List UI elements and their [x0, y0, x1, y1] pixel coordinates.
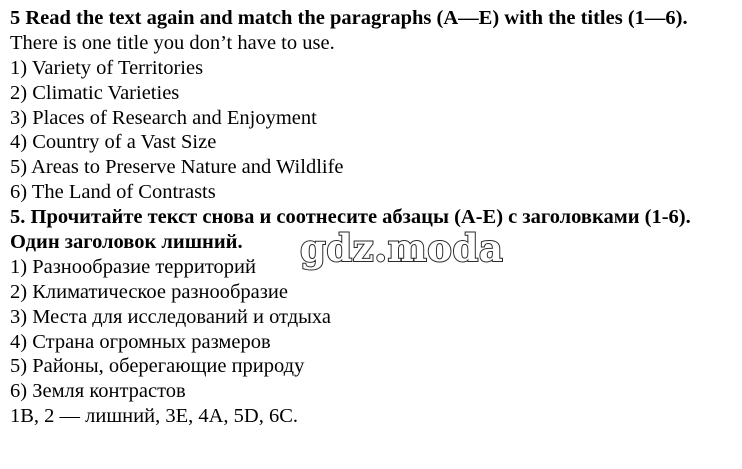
title-item-en: 5) Areas to Preserve Nature and Wildlife: [10, 156, 344, 179]
title-item-en: 2) Climatic Varieties: [10, 81, 180, 104]
title-item-ru: 6) Земля контрастов: [10, 380, 186, 403]
title-item-en: 1) Variety of Territories: [10, 56, 204, 79]
watermark: gdz.moda: [300, 226, 504, 270]
title-item-en: 6) The Land of Contrasts: [10, 181, 216, 204]
title-item-ru: 3) Места для исследований и отдыха: [10, 305, 332, 328]
document-page: [10, 6, 738, 429]
title-item-ru: 1) Разнообразие территорий: [10, 255, 256, 278]
answer-line: 1B, 2 — лишний, 3E, 4A, 5D, 6C.: [10, 405, 299, 428]
title-item-en: 4) Country of a Vast Size: [10, 131, 217, 154]
title-item-ru: 5) Районы, оберегающие природу: [10, 355, 305, 378]
title-item-en: 3) Places of Research and Enjoyment: [10, 106, 317, 129]
task-heading-en: 5 Read the text again and match the paragraphs (A—E) with the titles (1—6).: [10, 7, 688, 29]
title-item-ru: 2) Климатическое разнообразие: [10, 280, 288, 303]
task-instruction-en: There is one title you don’t have to use.: [10, 31, 335, 54]
task-heading-ru: 5. Прочитайте текст снова и соотнесите абзацы (А-Е) с заголовками (1-6).: [10, 206, 691, 229]
task-heading-ru-line2: Один заголовок лишний.: [10, 231, 243, 254]
title-item-ru: 4) Страна огромных размеров: [10, 330, 271, 353]
